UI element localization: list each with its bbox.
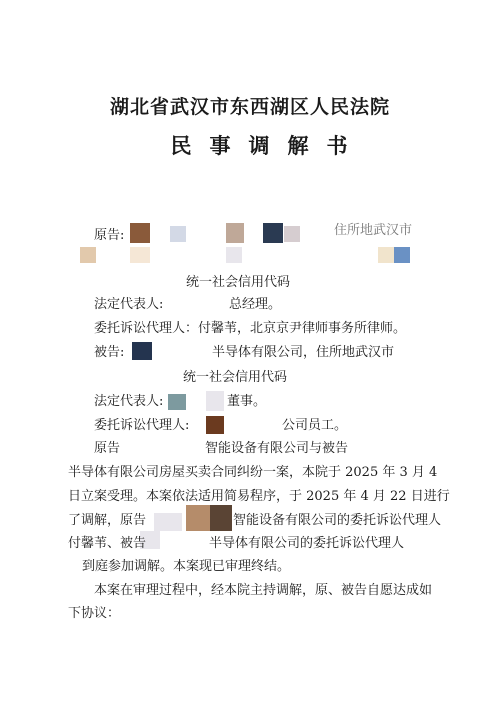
- legal-rep-label: 法定代表人:: [94, 394, 164, 409]
- legal-rep-label: 法定代表人:: [94, 297, 164, 312]
- agent-line: 委托诉讼代理人：付馨苇，北京京尹律师事务所律师。: [94, 321, 407, 336]
- body-text: 了调解，原告: [68, 513, 147, 528]
- legal-rep-title: 董事。: [227, 394, 267, 409]
- body-text: 半导体有限公司的委托诉讼代理人: [209, 536, 405, 551]
- redaction-block: [170, 226, 186, 242]
- redaction-block: [154, 513, 182, 531]
- redaction-block: [394, 247, 410, 263]
- body-text: 到庭参加调解。本案现已审理终结。: [82, 559, 291, 574]
- body-text: 下协议：: [68, 606, 121, 621]
- document-title: 民事调解书: [170, 134, 366, 158]
- redaction-block: [263, 223, 283, 243]
- redaction-block: [206, 391, 224, 411]
- defendant-label: 被告:: [94, 345, 125, 360]
- body-text: 本案在审理过程中，经本院主持调解，原、被告自愿达成如: [94, 583, 433, 598]
- legal-rep-title: 总经理。: [229, 297, 282, 312]
- agent-label: 委托诉讼代理人:: [94, 418, 190, 433]
- redaction-block: [210, 505, 232, 531]
- body-text: 半导体有限公司房屋买卖合同纠纷一案，本院于 2025 年 3 月 4: [68, 465, 438, 480]
- body-text: 付馨苇、被告: [68, 536, 147, 551]
- redaction-block: [80, 247, 96, 263]
- body-text: 智能设备有限公司的委托诉讼代理人: [233, 513, 442, 528]
- redaction-block: [130, 247, 150, 263]
- credit-code-label: 统一社会信用代码: [183, 370, 288, 385]
- body-text: 智能设备有限公司与被告: [205, 441, 349, 456]
- body-text: 日立案受理。本案依法适用简易程序，于 2025 年 4 月 22 日进行: [68, 489, 450, 504]
- plaintiff-label: 原告:: [94, 228, 125, 243]
- credit-code-label: 统一社会信用代码: [186, 275, 291, 290]
- plaintiff-address: 住所地武汉市: [334, 223, 413, 238]
- redaction-block: [130, 223, 150, 243]
- redaction-block: [226, 223, 244, 243]
- redaction-block: [284, 226, 300, 242]
- court-name: 湖北省武汉市东西湖区人民法院: [109, 96, 390, 118]
- redaction-block: [206, 416, 224, 434]
- body-text: 原告: [94, 441, 121, 456]
- defendant-address: 半导体有限公司，住所地武汉市: [212, 345, 395, 360]
- redaction-block: [168, 394, 186, 410]
- redaction-block: [132, 342, 152, 360]
- redaction-block: [378, 247, 394, 263]
- redaction-block: [226, 247, 242, 263]
- agent-title: 公司员工。: [282, 418, 348, 433]
- redaction-block: [186, 505, 210, 531]
